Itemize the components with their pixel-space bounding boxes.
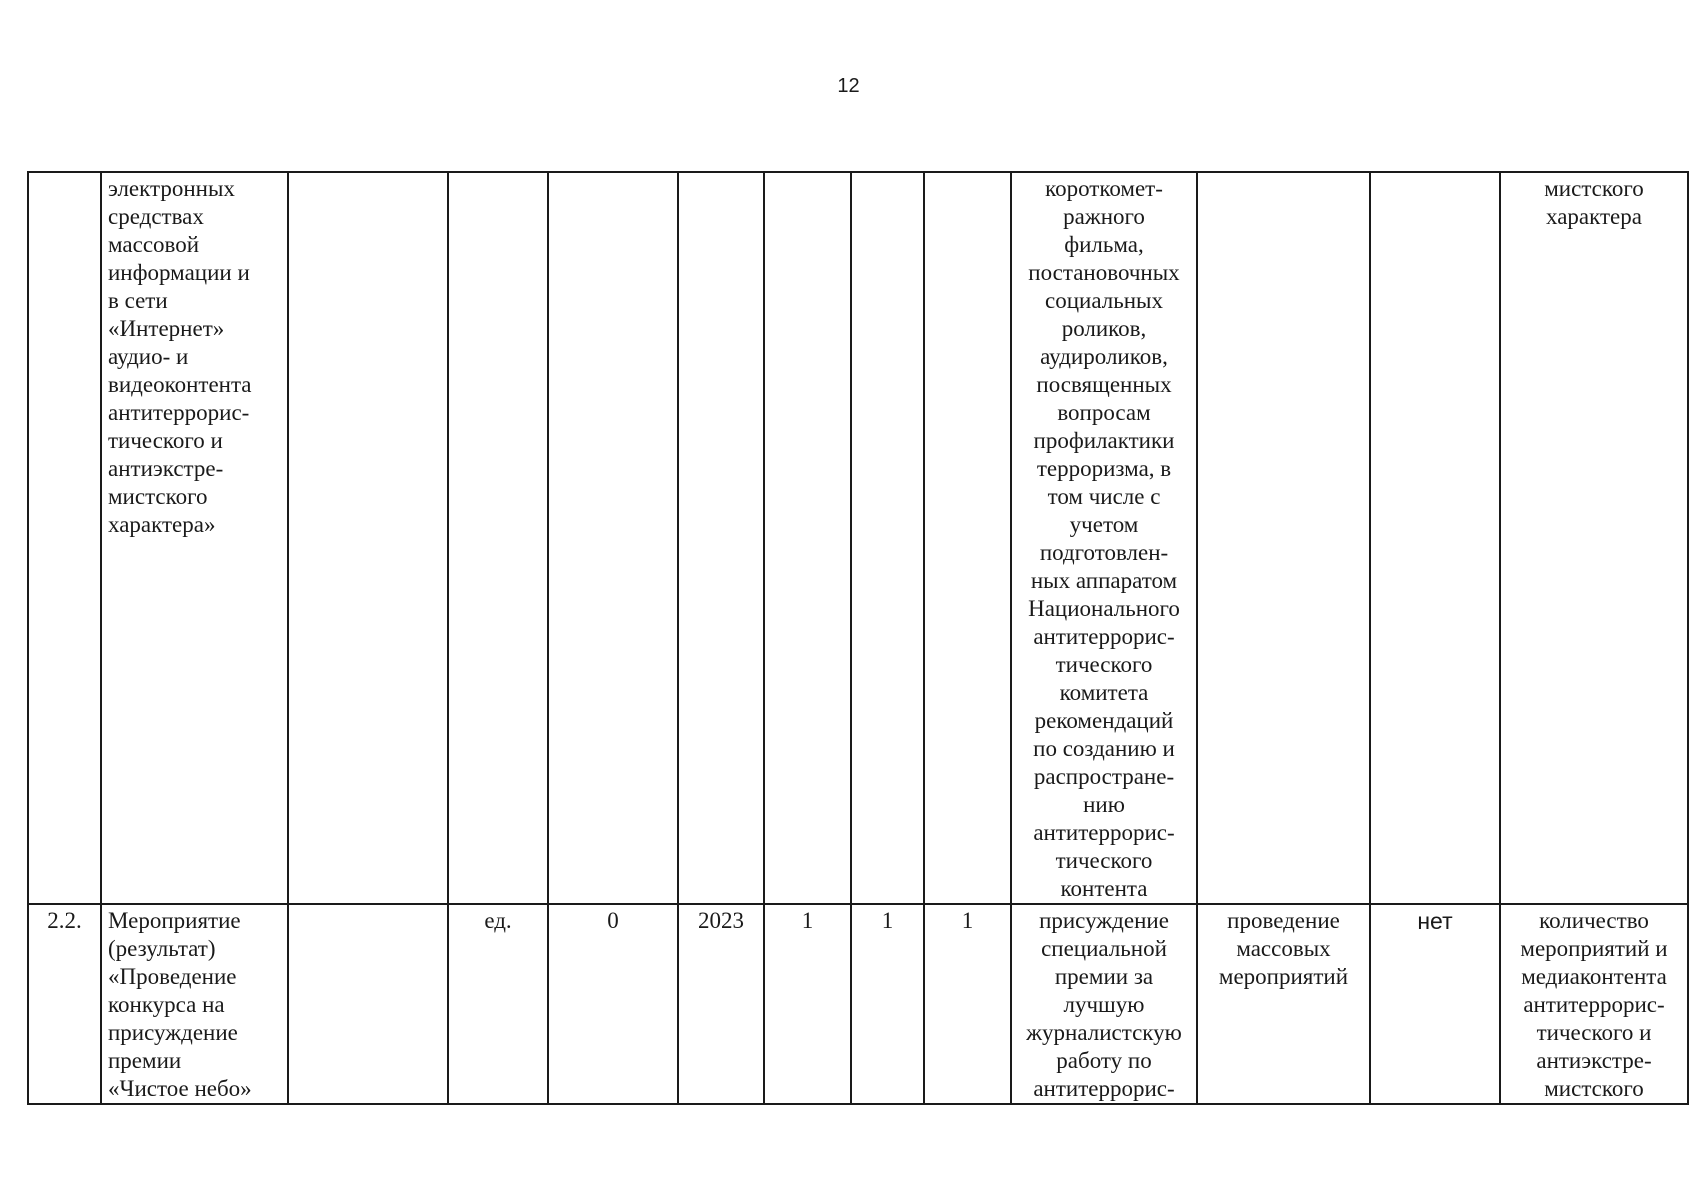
cell-value-1 bbox=[764, 172, 851, 904]
cell-base-year bbox=[678, 172, 764, 904]
cell-number bbox=[28, 172, 101, 904]
measures-table bbox=[27, 171, 1689, 1105]
cell-column-3 bbox=[288, 172, 448, 904]
cell-value-2 bbox=[851, 172, 924, 904]
cell-characteristic: присуждение специальной премии за лучшую журналистскую работу по антитеррорис- bbox=[1011, 904, 1197, 1104]
cell-value-2: 1 bbox=[851, 904, 924, 1104]
cell-type bbox=[1197, 172, 1370, 904]
cell-base-year: 2023 bbox=[678, 904, 764, 1104]
cell-value-3 bbox=[924, 172, 1011, 904]
cell-base-value bbox=[548, 172, 678, 904]
cell-unit bbox=[448, 172, 548, 904]
table-row bbox=[28, 172, 1688, 904]
cell-type: проведение массовых мероприятий bbox=[1197, 904, 1370, 1104]
cell-indicator: количество мероприятий и медиаконтента антитеррорис- тического и антиэкстре- мистского bbox=[1500, 904, 1688, 1104]
table-row bbox=[28, 904, 1688, 1104]
cell-unit: ед. bbox=[448, 904, 548, 1104]
cell-indicator: мистского характера bbox=[1500, 172, 1688, 904]
cell-characteristic: короткомет- ражного фильма, постановочных социальных роликов, аудироликов, посвященных вопросам профилактики терроризма, в том числе с учетом подготовлен- ных аппаратом Национального антитеррорис- тического комитета рекомендаций по созданию и распростране- нию антитеррорис- тического контента bbox=[1011, 172, 1197, 904]
cell-link: нет bbox=[1370, 904, 1500, 1104]
cell-base-value: 0 bbox=[548, 904, 678, 1104]
cell-value-3: 1 bbox=[924, 904, 1011, 1104]
cell-column-3 bbox=[288, 904, 448, 1104]
page-number: 12 bbox=[837, 75, 860, 97]
cell-number: 2.2. bbox=[28, 904, 101, 1104]
cell-value-1: 1 bbox=[764, 904, 851, 1104]
cell-measure-name: Мероприятие (результат) «Проведение конкурса на присуждение премии «Чистое небо» bbox=[101, 904, 288, 1104]
cell-measure-name: электронных средствах массовой информации и в сети «Интернет» аудио- и видеоконтента антитеррорис- тического и антиэкстре- мистского характера» bbox=[101, 172, 288, 904]
cell-link bbox=[1370, 172, 1500, 904]
